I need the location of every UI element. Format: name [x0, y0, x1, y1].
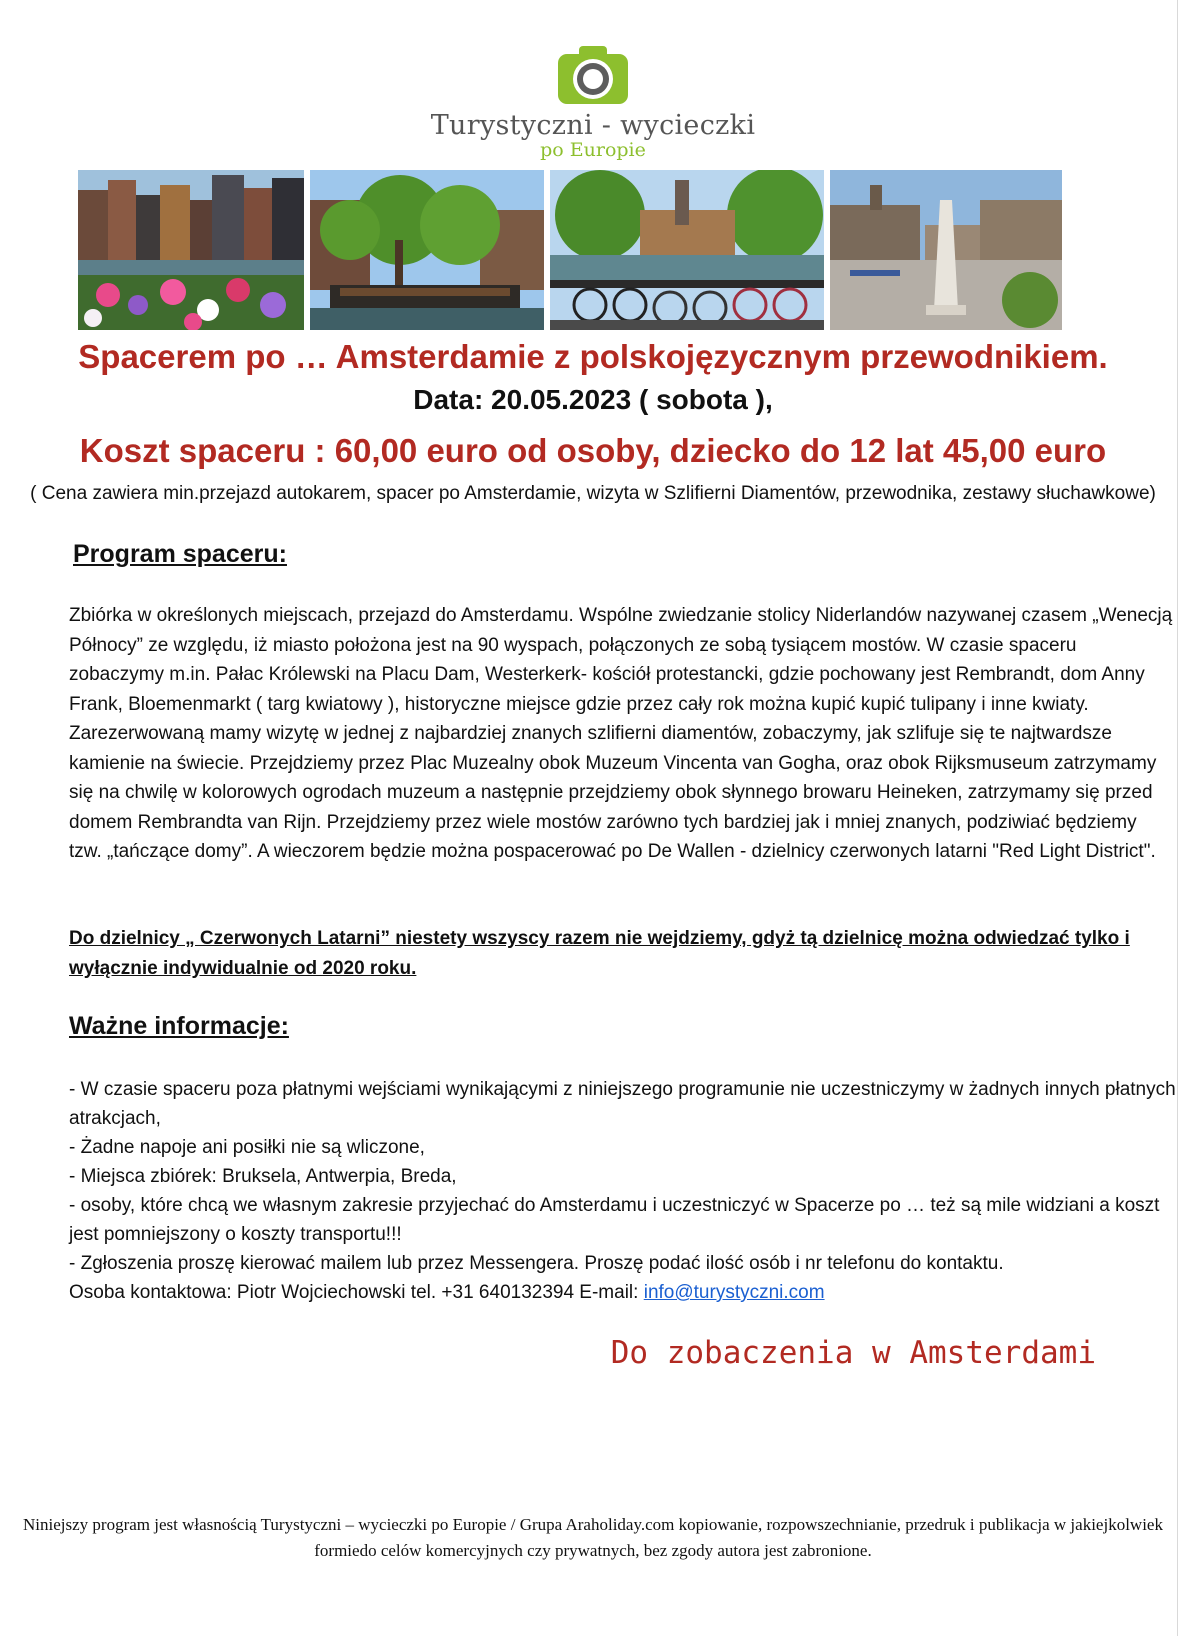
important-info-heading: Ważne informacje:: [69, 1012, 289, 1040]
email-link[interactable]: info@turystyczni.com: [643, 1282, 825, 1303]
price-note: ( Cena zawiera min.przejazd autokarem, spacer po Amsterdamie, wizyta w Szlifierni Diamentów, przewodnika, zestawy słuchawkowe): [30, 483, 1156, 504]
info-item-meeting-points: - Miejsca zbiórek: Bruksela, Antwerpia, Breda,: [69, 1166, 457, 1187]
page-title: Spacerem po … Amsterdamie z polskojęzycznym przewodnikiem.: [78, 338, 1108, 375]
contact-line: [69, 1278, 1179, 1307]
farewell-message: Do zobaczenia w Amsterdami: [610, 1335, 1096, 1371]
photo-canal-trees-houseboat: [310, 170, 544, 330]
trip-date: Data: 20.05.2023 ( sobota ),: [413, 384, 773, 415]
copyright-footer: Niniejszy program jest własnością Turystyczni – wycieczki po Europie / Grupa Araholiday.com kopiowanie, rozpowszechnianie, przedruk i publikacja w jakiejkolwiek formiedo celów komercyjnych czy prywatnych, bez zgody autora jest zabronione.: [23, 1515, 1163, 1560]
camera-icon: [557, 44, 629, 106]
info-item-paid-attractions: - W czasie spaceru poza płatnymi wejściami wynikającymi z niniejszego programunie nie uczestniczymy w żadnych innych płatnych atrakcjach,: [69, 1079, 1176, 1129]
info-item-own-transport: - osoby, które chcą we własnym zakresie przyjechać do Amsterdamu i uczestniczyć w Spacerze po … też są mile widziani a koszt jest pomniejszony o koszty transportu!!!: [69, 1195, 1160, 1245]
red-light-district-warning: Do dzielnicy „ Czerwonych Latarni” niestety wszyscy razem nie wejdziemy, gdyż tą dzielnicę można odwiedzać tylko i wyłącznie indywidualnie od 2020 roku.: [69, 928, 1130, 979]
program-heading: Program spaceru:: [73, 540, 287, 568]
info-item-registration: - Zgłoszenia proszę kierować mailem lub przez Messengera. Proszę podać ilość osób i nr telefonu do kontaktu.: [69, 1253, 1004, 1274]
trip-price: Koszt spaceru : 60,00 euro od osoby, dziecko do 12 lat 45,00 euro: [79, 432, 1107, 469]
photo-dam-square-monument: [830, 170, 1062, 330]
brand-tagline: po Europie: [540, 139, 646, 161]
photo-strip: [78, 170, 1108, 330]
info-item-food-drinks: - Żadne napoje ani posiłki nie są wliczone,: [69, 1137, 425, 1158]
program-description: Zbiórka w określonych miejscach, przejazd do Amsterdamu. Wspólne zwiedzanie stolicy Niderlandów nazywanej czasem „Wenecją Północy” ze względu, iż miasto położona jest na 90 wyspach, połączonych ze sobą tysiącem mostów. W czasie spaceru zobaczymy m.in. Pałac Królewski na Placu Dam, Westerkerk- kościół protestancki, gdzie pochowany jest Rembrandt, dom Anny Frank, Bloemenmarkt ( targ kwiatowy ), historyczne miejsce gdzie przez cały rok można kupić kupić tulipany i inne kwiaty. Zarezerwowaną mamy wizytę w jednej z najbardziej znanych szlifierni diamentów, zobaczymy, jak szlifuje się te najtwardsze kamienie na świecie. Przejdziemy przez Plac Muzealny obok Muzeum Vincenta van Gogha, oraz obok Rijksmuseum zatrzymamy się na chwilę w kolorowych ogrodach muzeum a następnie przejdziemy obok słynnego browaru Heineken, zatrzymamy się przed domem Rembrandta van Rijn. Przejdziemy przez wiele mostów zarówno tych bardziej jak i mniej znanych, podziwiać będziemy tzw. „tańczące domy”. A wieczorem będzie można pospacerować po De Wallen - dzielnicy czerwonych latarni "Red Light District".: [69, 605, 1173, 862]
photo-canal-houses-flowers: [78, 170, 304, 330]
logo: [0, 44, 1186, 161]
important-info-list: [69, 1075, 1179, 1307]
page-edge: [1177, 0, 1178, 1636]
contact-details: Osoba kontaktowa: Piotr Wojciechowski tel. +31 640132394 E-mail:: [69, 1282, 644, 1303]
photo-canal-bridge-bicycles: [550, 170, 824, 330]
brand-name: Turystyczni - wycieczki: [430, 110, 756, 141]
